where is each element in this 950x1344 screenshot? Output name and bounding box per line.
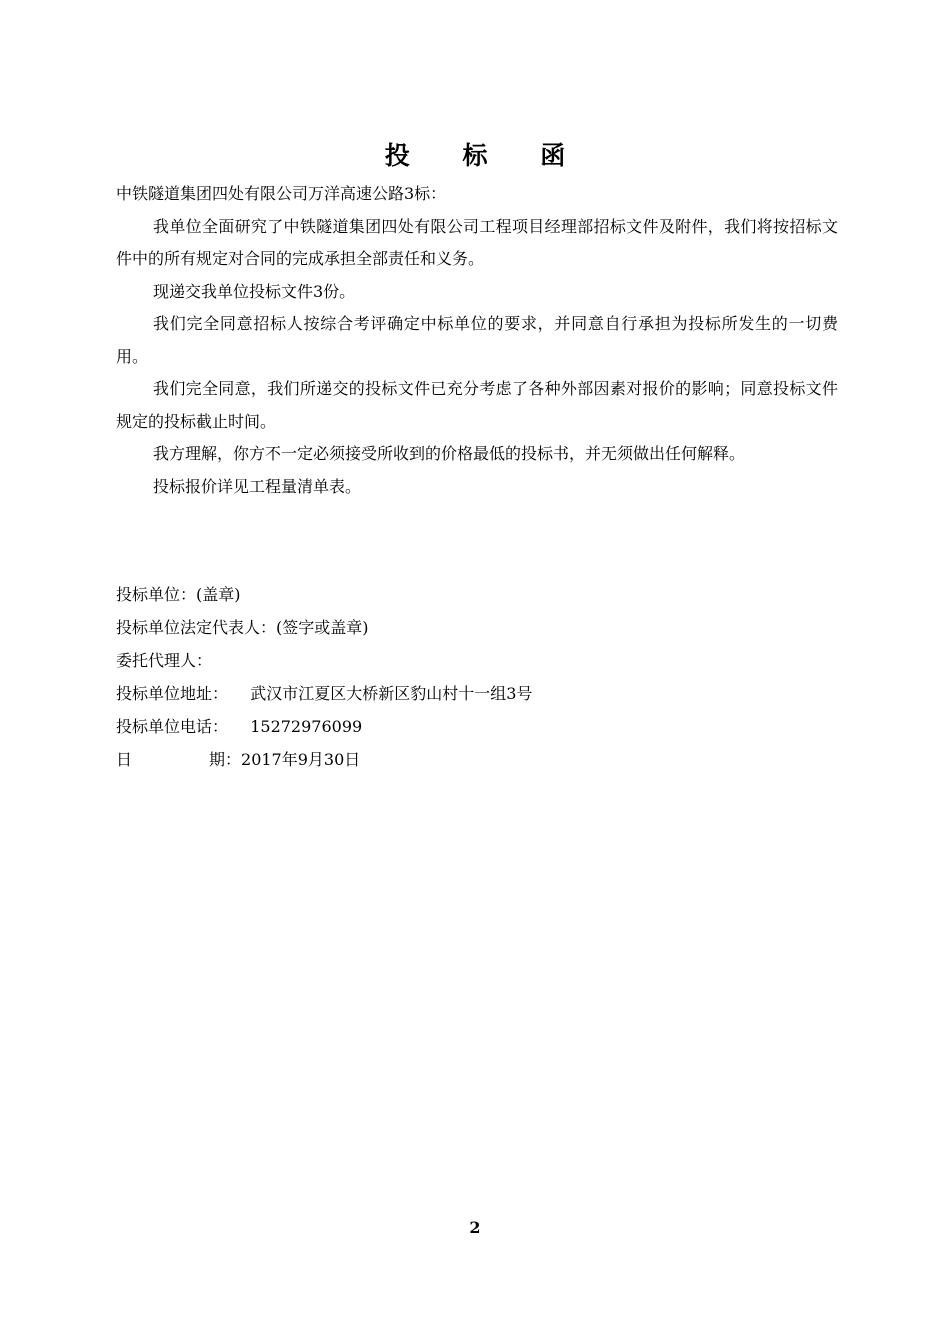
phone-row — [116, 710, 838, 743]
signature-block — [116, 578, 838, 776]
phone-value: 15272976099 — [250, 717, 363, 736]
bidder-row — [116, 578, 838, 611]
address-label: 投标单位地址： — [116, 684, 229, 703]
addressee: 中铁隧道集团四处有限公司万洋高速公路3标： — [116, 184, 447, 203]
bidder-label: 投标单位：(盖章) — [116, 585, 241, 604]
address-value: 武汉市江夏区大桥新区豹山村十一组3号 — [250, 684, 533, 703]
letter-body — [116, 178, 838, 503]
paragraph-5: 我方理解，你方不一定必须接受所收到的价格最低的投标书，并无须做出任何解释。 — [153, 444, 746, 463]
date-value: 2017年9月30日 — [241, 750, 361, 769]
paragraph-4: 我们完全同意，我们所递交的投标文件已充分考虑了各种外部因素对报价的影响；同意投标文件规定的投标截止时间。 — [116, 379, 838, 431]
page-number: 2 — [469, 1218, 481, 1237]
paragraph-6: 投标报价详见工程量清单表。 — [153, 476, 362, 496]
legal-rep-label: 投标单位法定代表人：(签字或盖章) — [116, 618, 369, 637]
agent-row — [116, 644, 838, 677]
phone-label: 投标单位电话： — [116, 717, 229, 736]
address-row — [116, 677, 838, 710]
document-title: 投 标 函 — [384, 141, 588, 170]
agent-label: 委托代理人： — [116, 651, 213, 670]
paragraph-2: 现递交我单位投标文件3份。 — [153, 281, 356, 301]
date-row — [116, 743, 838, 776]
legal-rep-row — [116, 611, 838, 644]
paragraph-1: 我单位全面研究了中铁隧道集团四处有限公司工程项目经理部招标文件及附件，我们将按招标文件中的所有规定对合同的完成承担全部责任和义务。 — [116, 216, 838, 268]
date-label-first: 日 — [116, 750, 133, 769]
paragraph-3: 我们完全同意招标人按综合考评确定中标单位的要求，并同意自行承担为投标所发生的一切费用。 — [116, 314, 838, 366]
date-label-second: 期： — [209, 750, 242, 769]
